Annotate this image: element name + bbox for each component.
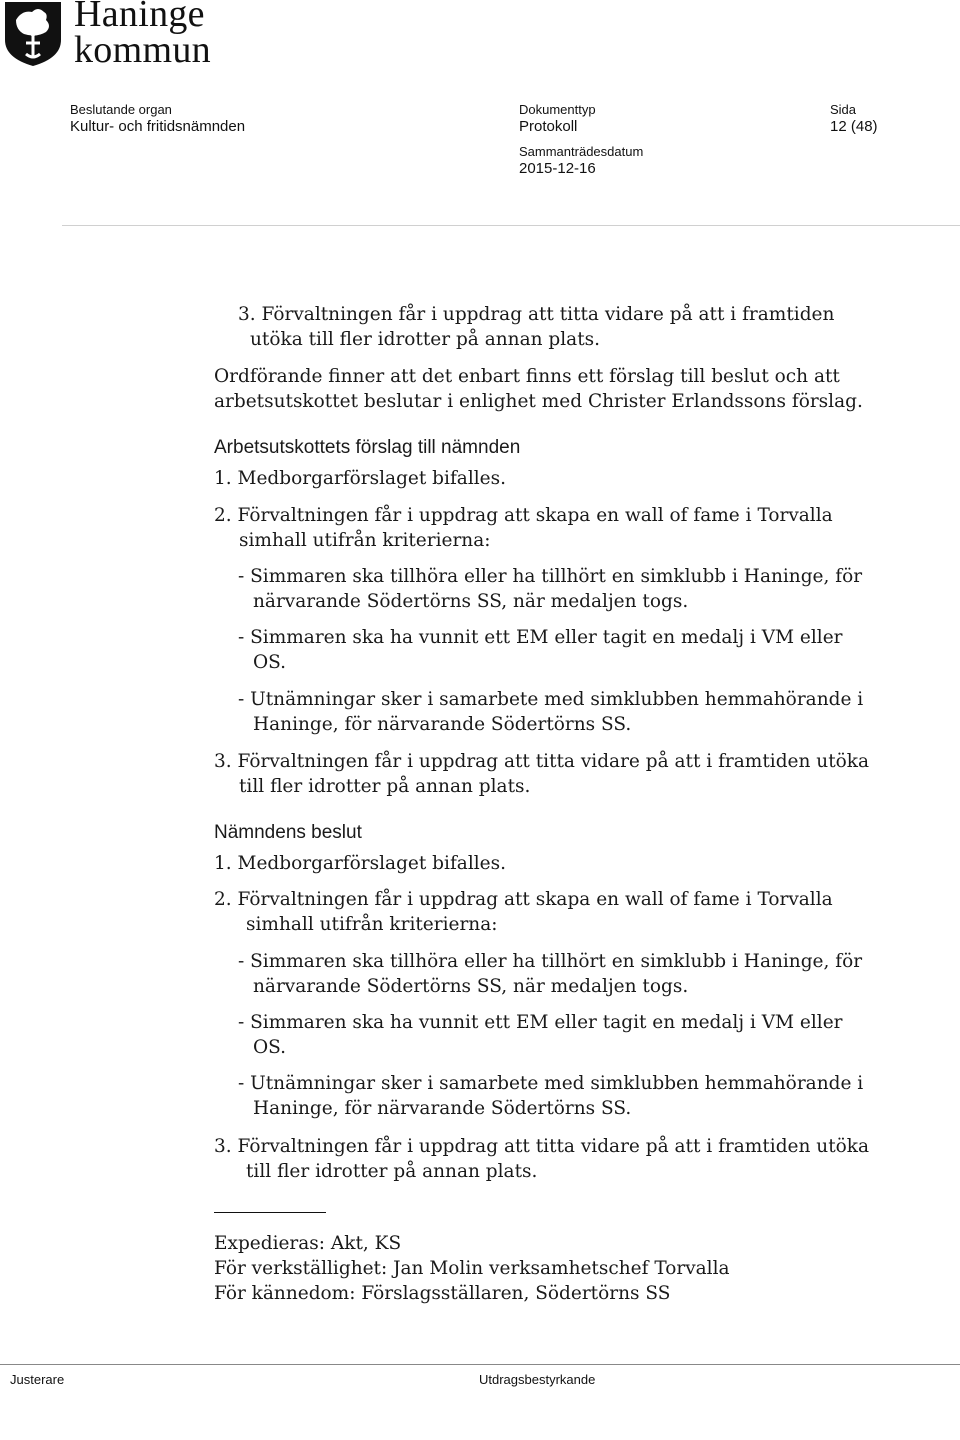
- decision-item-2: [214, 887, 833, 937]
- justerare-label: Justerare: [10, 1372, 65, 1387]
- decision-criterion-3: [238, 1071, 863, 1121]
- expedieras-line: Expedieras: Akt, KS: [214, 1233, 402, 1254]
- text-line: - Utnämningar sker i samarbete med simklubben hemmahörande i: [238, 689, 864, 710]
- text-line: närvarande Södertörns SS, när medaljen togs.: [253, 976, 689, 997]
- proposal-criterion-3: [238, 687, 863, 737]
- doctype-field: [519, 102, 596, 136]
- text-line: - Simmaren ska tillhöra eller ha tillhört en simklubb i Haninge, för: [238, 951, 863, 972]
- text-line: Haninge, för närvarande Södertörns SS.: [253, 1098, 632, 1119]
- distribution-list: [214, 1231, 730, 1306]
- organ-field: [70, 102, 245, 136]
- organ-label: Beslutande organ: [70, 102, 172, 117]
- text-line: utöka till fler idrotter på annan plats.: [250, 329, 601, 350]
- text-line: närvarande Södertörns SS, när medaljen togs.: [253, 591, 689, 612]
- distribution-divider: [214, 1212, 326, 1213]
- text-line: 3. Förvaltningen får i uppdrag att titta vidare på att i framtiden: [238, 304, 835, 325]
- chair-statement: [214, 364, 863, 414]
- header-divider: [62, 225, 960, 226]
- text-line: 2. Förvaltningen får i uppdrag att skapa en wall of fame i Torvalla: [214, 889, 833, 910]
- proposal-criterion-2: [238, 625, 843, 675]
- text-line: Ordförande finner att det enbart finns ett förslag till beslut och att: [214, 366, 840, 387]
- text-line: - Simmaren ska ha vunnit ett EM eller tagit en medalj i VM eller: [238, 1012, 843, 1033]
- page-field: [830, 102, 878, 136]
- date-value: 2015-12-16: [519, 160, 596, 177]
- logo-line-1: Haninge: [74, 0, 205, 35]
- text-line: - Simmaren ska ha vunnit ett EM eller tagit en medalj i VM eller: [238, 627, 843, 648]
- doctype-value: Protokoll: [519, 118, 578, 135]
- page-number: 12 (48): [830, 118, 878, 135]
- decision-criterion-1: [238, 949, 862, 999]
- kannedom-line: För kännedom: Förslagsställaren, Södertörns SS: [214, 1283, 671, 1304]
- doctype-label: Dokumenttyp: [519, 102, 596, 117]
- text-line: - Simmaren ska tillhöra eller ha tillhört en simklubb i Haninge, för: [238, 566, 863, 587]
- proposal-heading: Arbetsutskottets förslag till nämnden: [214, 437, 521, 458]
- decision-item-1: 1. Medborgarförslaget bifalles.: [214, 853, 506, 874]
- coat-of-arms-icon: [2, 0, 64, 68]
- haninge-logo: [0, 0, 260, 72]
- footer-divider: [0, 1364, 960, 1365]
- organ-value: Kultur- och fritidsnämnden: [70, 118, 246, 135]
- decision-criterion-2: [238, 1010, 843, 1060]
- verkstallighet-line: För verkställighet: Jan Molin verksamhetschef Torvalla: [214, 1258, 730, 1279]
- date-label: Sammanträdesdatum: [519, 144, 644, 159]
- text-line: Haninge, för närvarande Södertörns SS.: [253, 714, 632, 735]
- proposal-item-1: 1. Medborgarförslaget bifalles.: [214, 468, 506, 489]
- proposal-item-3: [214, 749, 869, 799]
- text-line: OS.: [253, 1037, 287, 1058]
- text-line: OS.: [253, 652, 287, 673]
- date-field: [519, 144, 643, 178]
- text-line: 2. Förvaltningen får i uppdrag att skapa en wall of fame i Torvalla: [214, 505, 833, 526]
- text-line: till fler idrotter på annan plats.: [246, 1161, 538, 1182]
- utdragsbestyrkande-label: Utdragsbestyrkande: [479, 1372, 596, 1387]
- decision-item-3: [214, 1134, 869, 1184]
- logo-line-2: kommun: [74, 29, 211, 71]
- text-line: - Utnämningar sker i samarbete med simklubben hemmahörande i: [238, 1073, 864, 1094]
- text-line: 3. Förvaltningen får i uppdrag att titta vidare på att i framtiden utöka: [214, 751, 870, 772]
- intro-item-3: [238, 302, 834, 352]
- decision-heading: Nämndens beslut: [214, 822, 362, 843]
- proposal-item-2: [214, 503, 833, 553]
- page-label: Sida: [830, 102, 857, 117]
- logo-wordmark: [74, 0, 211, 71]
- text-line: simhall utifrån kriterierna:: [239, 530, 491, 551]
- text-line: simhall utifrån kriterierna:: [246, 914, 498, 935]
- proposal-criterion-1: [238, 564, 862, 614]
- text-line: arbetsutskottet beslutar i enlighet med Christer Erlandssons förslag.: [214, 391, 863, 412]
- text-line: 3. Förvaltningen får i uppdrag att titta vidare på att i framtiden utöka: [214, 1136, 870, 1157]
- text-line: till fler idrotter på annan plats.: [239, 776, 531, 797]
